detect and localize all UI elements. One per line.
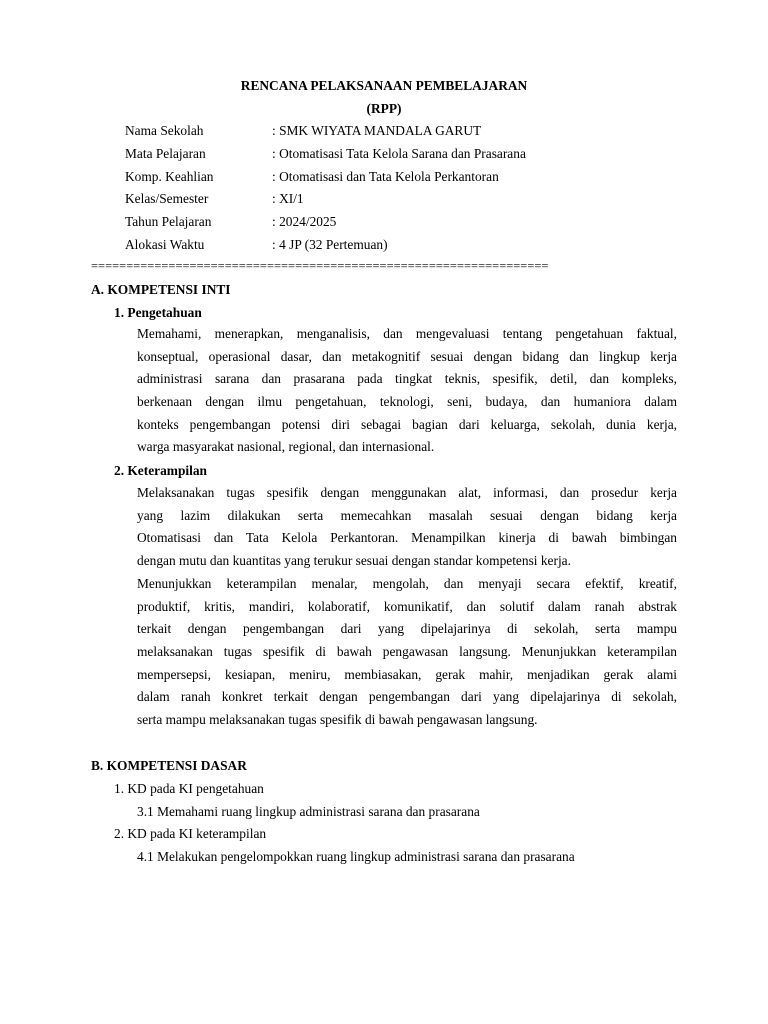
identity-value: : SMK WIYATA MANDALA GARUT (272, 123, 482, 138)
identity-label: Tahun Pelajaran (125, 214, 212, 229)
kd-keterampilan-detail: 4.1 Melakukan pengelompokkan ruang lingkup administrasi sarana dan prasarana (137, 849, 575, 864)
keterampilan-paragraph-2 (137, 573, 677, 732)
paragraph-line: serta mampu melaksanakan tugas spesifik di bawah pengawasan langsung. (137, 712, 538, 728)
paragraph-line: Memahami, menerapkan, menganalisis, dan mengevaluasi tentang pengetahuan faktual, (137, 326, 677, 341)
separator-line: ================================================================= (91, 259, 549, 273)
paragraph-line: yang lazim dilakukan serta memecahkan masalah sesuai dengan bidang kerja (137, 507, 677, 523)
paragraph-line: Menunjukkan keterampilan menalar, mengolah, dan menyaji secara efektif, kreatif, (137, 576, 677, 591)
identity-label: Nama Sekolah (125, 123, 204, 138)
keterampilan-paragraph-1 (137, 482, 677, 573)
document-title: RENCANA PELAKSANAAN PEMBELAJARAN (240, 78, 528, 93)
paragraph-line: produktif, kritis, mandiri, kolaboratif, komunikatif, dan solutif dalam ranah abstrak (137, 598, 677, 614)
paragraph-line: warga masyarakat nasional, regional, dan internasional. (137, 439, 435, 455)
paragraph-line: mempersepsi, kesiapan, meniru, membiasakan, gerak mahir, menjadikan gerak alami (137, 666, 677, 682)
identity-label: Mata Pelajaran (125, 146, 206, 161)
identity-value: : 4 JP (32 Pertemuan) (272, 237, 388, 252)
paragraph-line: konseptual, operasional dasar, dan metakognitif sesuai dengan bidang dan lingkup kerja (137, 348, 677, 364)
paragraph-line: konteks pengembangan potensi diri sebagai bagian dari keluarga, sekolah, dunia kerja, (137, 416, 677, 432)
subsection-pengetahuan-heading: 1. Pengetahuan (114, 305, 202, 320)
section-a-heading: A. KOMPETENSI INTI (91, 282, 231, 297)
identity-value: : Otomatisasi Tata Kelola Sarana dan Prasarana (272, 146, 526, 161)
document-subtitle: (RPP) (366, 101, 402, 116)
paragraph-line: berkenaan dengan ilmu pengetahuan, teknologi, seni, budaya, dan humaniora dalam (137, 394, 677, 410)
kd-keterampilan-item: 2. KD pada KI keterampilan (114, 826, 267, 841)
identity-value: : 2024/2025 (272, 214, 337, 229)
paragraph-line: dalam ranah konkret terkait dengan pengembangan dari yang dipelajarinya di sekolah, (137, 689, 677, 705)
identity-label: Alokasi Waktu (125, 237, 205, 252)
paragraph-line: Otomatisasi dan Tata Kelola Perkantoran. Menampilkan kinerja di bawah bimbingan (137, 530, 677, 546)
identity-label: Komp. Keahlian (125, 169, 214, 184)
identity-value: : Otomatisasi dan Tata Kelola Perkantoran (272, 169, 499, 184)
kd-pengetahuan-detail: 3.1 Memahami ruang lingkup administrasi sarana dan prasarana (137, 804, 480, 819)
kd-pengetahuan-item: 1. KD pada KI pengetahuan (114, 781, 264, 796)
subsection-keterampilan-heading: 2. Keterampilan (114, 463, 207, 478)
paragraph-line: administrasi sarana dan prasarana pada tingkat teknis, spesifik, detil, dan kompleks, (137, 371, 677, 387)
identity-value: : XI/1 (272, 191, 304, 206)
identity-label: Kelas/Semester (125, 191, 209, 206)
section-b-heading: B. KOMPETENSI DASAR (91, 758, 247, 773)
paragraph-line: melaksanakan tugas spesifik di bawah pengawasan langsung. Menunjukkan keterampilan (137, 644, 677, 660)
paragraph-line: terkait dengan pengembangan dari yang dipelajarinya di sekolah, serta mampu (137, 621, 677, 637)
pengetahuan-paragraph (137, 323, 677, 459)
paragraph-line: dengan mutu dan kuantitas yang terukur sesuai dengan standar kompetensi kerja. (137, 553, 571, 569)
paragraph-line: Melaksanakan tugas spesifik dengan menggunakan alat, informasi, dan prosedur kerja (137, 485, 677, 500)
